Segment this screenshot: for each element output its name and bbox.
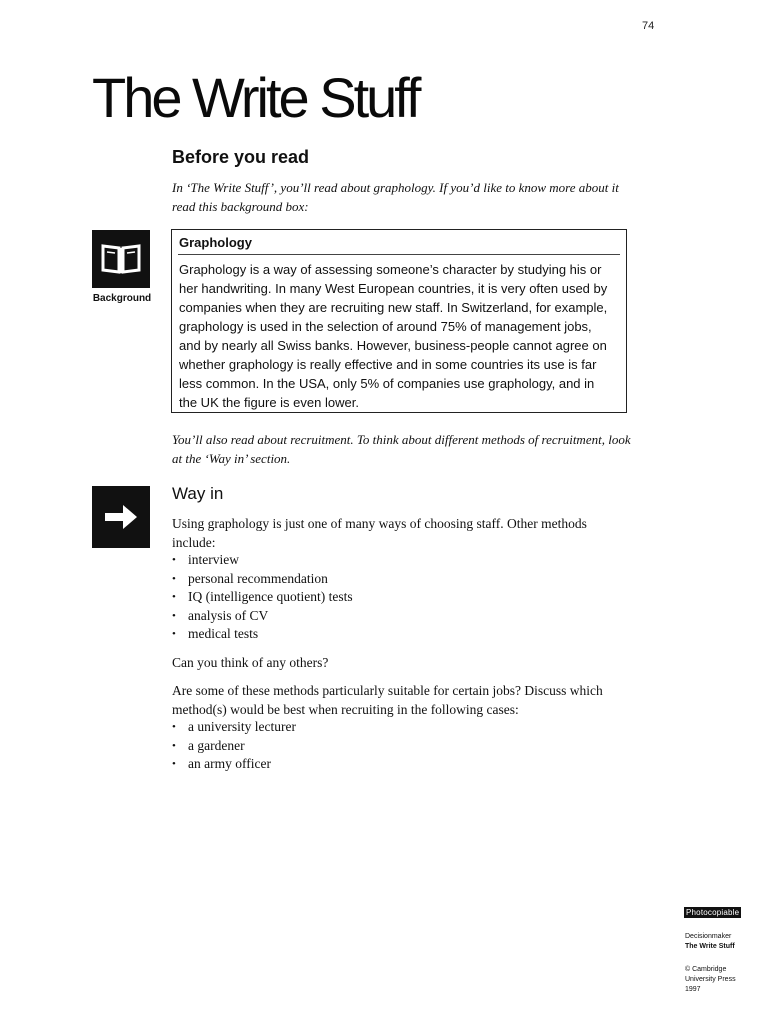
page-number: 74	[642, 20, 655, 32]
footer-series: Decisionmaker	[685, 933, 732, 940]
footer-publisher-2: University Press	[685, 976, 736, 983]
graphology-box	[171, 229, 627, 413]
discussion-paragraph: Are some of these methods particularly suitable for certain jobs? Discuss which method(s) would be best when recruiting in the following cases:	[172, 683, 603, 717]
arrow-right-icon	[92, 486, 150, 548]
book-icon	[92, 230, 150, 288]
way-in-paragraph: Using graphology is just one of many ways of choosing staff. Other methods include:	[172, 516, 587, 550]
methods-list	[172, 551, 353, 644]
list-item: • personal recommendation	[172, 570, 353, 589]
list-item: • interview	[172, 551, 353, 570]
list-item: • IQ (intelligence quotient) tests	[172, 588, 353, 607]
list-item: • an army officer	[172, 755, 296, 774]
box-text: Graphology is a way of assessing someone’s character by studying his or her handwriting. In many West European countries, it is very often used by companies when they are recruiting new staff. In Switzerland, for example, graphology is used in the selection of around 75% of management jobs, and by nearly all Swiss banks. However, business-people cannot agree on whether graphology is really effective and in some countries its use is far less common. In the USA, only 5% of companies use graphology, and in the UK the figure is even lower.	[179, 262, 608, 410]
page-title: The Write Stuff	[92, 66, 419, 129]
before-you-read-heading: Before you read	[172, 147, 310, 167]
box-divider	[178, 254, 620, 255]
question-text: Can you think of any others?	[172, 655, 329, 670]
list-item: • analysis of CV	[172, 607, 353, 626]
list-item: • a university lecturer	[172, 718, 296, 737]
box-title: Graphology	[179, 235, 252, 250]
background-label: Background	[92, 293, 152, 304]
way-in-heading: Way in	[172, 484, 224, 503]
list-item: • medical tests	[172, 625, 353, 644]
footer-unit: The Write Stuff	[685, 943, 735, 950]
footer-publisher: © Cambridge	[685, 966, 727, 973]
photocopiable-badge: Photocopiable	[686, 908, 740, 917]
before-you-read-intro: In ‘The Write Stuff’, you’ll read about graphology. If you’d like to know more about it read this background box:	[172, 180, 619, 214]
recruitment-intro: You’ll also read about recruitment. To think about different methods of recruitment, look at the ‘Way in’ section.	[172, 432, 631, 466]
list-item: • a gardener	[172, 737, 296, 756]
footer-year: 1997	[685, 986, 701, 993]
cases-list	[172, 718, 296, 774]
